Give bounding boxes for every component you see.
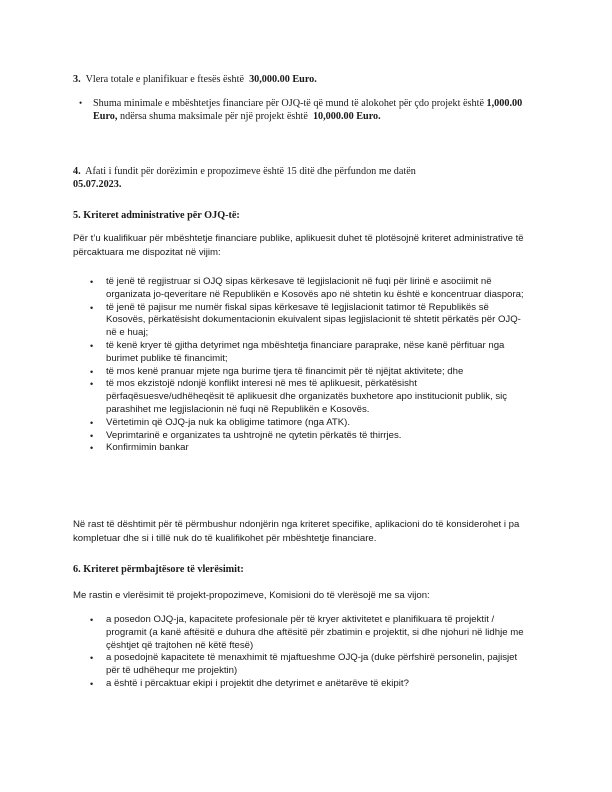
bullet-icon: • bbox=[90, 615, 94, 625]
section-6-criteria-list bbox=[90, 614, 530, 691]
list-item: • të jenë të regjistruar si OJQ sipas kërkesave të legjislacionit në fuqi për lirinë e asociimit në organizata jo-qeveritare në Republikën e Kosovës apo në shtetin ku është e koncentruar diaspora; bbox=[90, 276, 524, 300]
bullet-icon: • bbox=[90, 277, 94, 287]
section-5-heading: 5. Kriteret administrative për OJQ-të: bbox=[73, 210, 240, 221]
bullet-icon: • bbox=[90, 678, 94, 689]
list-item: • a posedojnë kapacitete të menaxhimit të mjaftueshme OJQ-ja (duke përfshirë personelin, pajisjet për të udhëhequr me projektin) bbox=[90, 652, 518, 677]
section-4-number: 4. bbox=[73, 166, 81, 177]
list-item: • Konfirmimin bankar bbox=[90, 442, 189, 454]
section-3-amount: 30,000.00 Euro. bbox=[249, 74, 317, 85]
list-item: • Vërtetimin që OJQ-ja nuk ka obligime tatimore (nga ATK). bbox=[90, 416, 351, 428]
list-item: • a është i përcaktuar ekipi i projektit dhe detyrimet e anëtarëve të ekipit? bbox=[90, 677, 409, 689]
list-item: • të mos kenë pranuar mjete nga burime tjera të financimit për të njëjtat aktivitete; dhe bbox=[90, 365, 464, 377]
bullet-icon: • bbox=[90, 379, 94, 390]
list-item: • Veprimtarinë e organizates ta ushtrojnë ne qytetin përkatës të thirrjes. bbox=[90, 429, 402, 441]
sub-text-b: ndërsa shuma maksimale për një projekt është bbox=[120, 111, 308, 122]
section-3-subitem bbox=[73, 97, 543, 123]
bullet-icon: • bbox=[90, 443, 94, 454]
section-6-intro: Me rastin e vlerësimit të projekt-propozimeve, Komisioni do të vlerësojë me sa vijon: bbox=[73, 590, 430, 601]
section-3-subitem-text bbox=[93, 97, 543, 123]
section-3-number: 3. bbox=[73, 74, 81, 85]
list-item: • a posedon OJQ-ja, kapacitete profesionale për të kryer aktivitetet e planifikuara të projektit / programit (a kanë aftësitë e duhura dhe aftësitë për zbatimin e projektit, si dhe njohuri në lidhje me çështjet që trajtohen në këtë ftesë) bbox=[90, 614, 524, 651]
sub-text-a: Shuma minimale e mbështetjes financiare për OJQ-të që mund të alokohet për çdo projekt është bbox=[93, 98, 484, 109]
section-4 bbox=[73, 165, 543, 191]
section-4-date: 05.07.2023. bbox=[73, 179, 122, 190]
section-6-heading: 6. Kriteret përmbajtësore të vlerësimit: bbox=[73, 564, 244, 575]
list-item: • të mos ekzistojë ndonjë konflikt interesi në mes të aplikuesit, përkatësisht përfaqësuesve/udhëheqësit të aplikuesit dhe organizatës buxhetore apo institucionit publik, siç parashihet me legjislacionin në fuqi në Republikën e Kosovës. bbox=[90, 378, 508, 415]
bullet-icon: • bbox=[79, 98, 83, 108]
section-5-closing: Në rast të dështimit për të përmbushur ndonjërin nga kriteret specifike, aplikacioni do të konsiderohet i pa kompletuar dhe si i tillë nuk do të kualifikohet për mbështetje financiare. bbox=[73, 519, 520, 544]
min-amount: 1,000.00 Euro, bbox=[93, 98, 523, 122]
max-amount: 10,000.00 Euro. bbox=[312, 111, 381, 122]
bullet-icon: • bbox=[90, 430, 94, 441]
list-item: • të kenë kryer të gjitha detyrimet nga mbështetja financiare paraprake, nëse kanë përfituar nga burimet publike të financimit; bbox=[90, 339, 505, 364]
section-4-text: Afati i fundit për dorëzimin e propozimeve është 15 ditë dhe përfundon me datën bbox=[85, 166, 416, 177]
bullet-icon: • bbox=[90, 653, 94, 664]
bullet-icon: • bbox=[90, 340, 94, 351]
bullet-icon: • bbox=[90, 417, 94, 428]
section-3-text: Vlera totale e planifikuar e ftesës është bbox=[85, 74, 244, 85]
section-3-line bbox=[73, 73, 543, 86]
list-item: • të jenë të pajisur me numër fiskal sipas kërkesave të legjislacionit tatimor të Republikës së Kosovës, përkatësisht dokumentacionin ekuivalent sipas legjislacionit të shtetit përkatës për OJQ-në e huaj; bbox=[90, 301, 521, 339]
bullet-icon: • bbox=[90, 302, 94, 313]
section-5-intro: Për t’u kualifikuar për mbështetje financiare publike, aplikuesit duhet të plotësojnë kriteret administrative të përcaktuara me dispozitat në vijim: bbox=[73, 233, 524, 258]
bullet-icon: • bbox=[90, 366, 94, 377]
section-3 bbox=[73, 73, 543, 123]
section-5-criteria-list bbox=[90, 276, 530, 455]
